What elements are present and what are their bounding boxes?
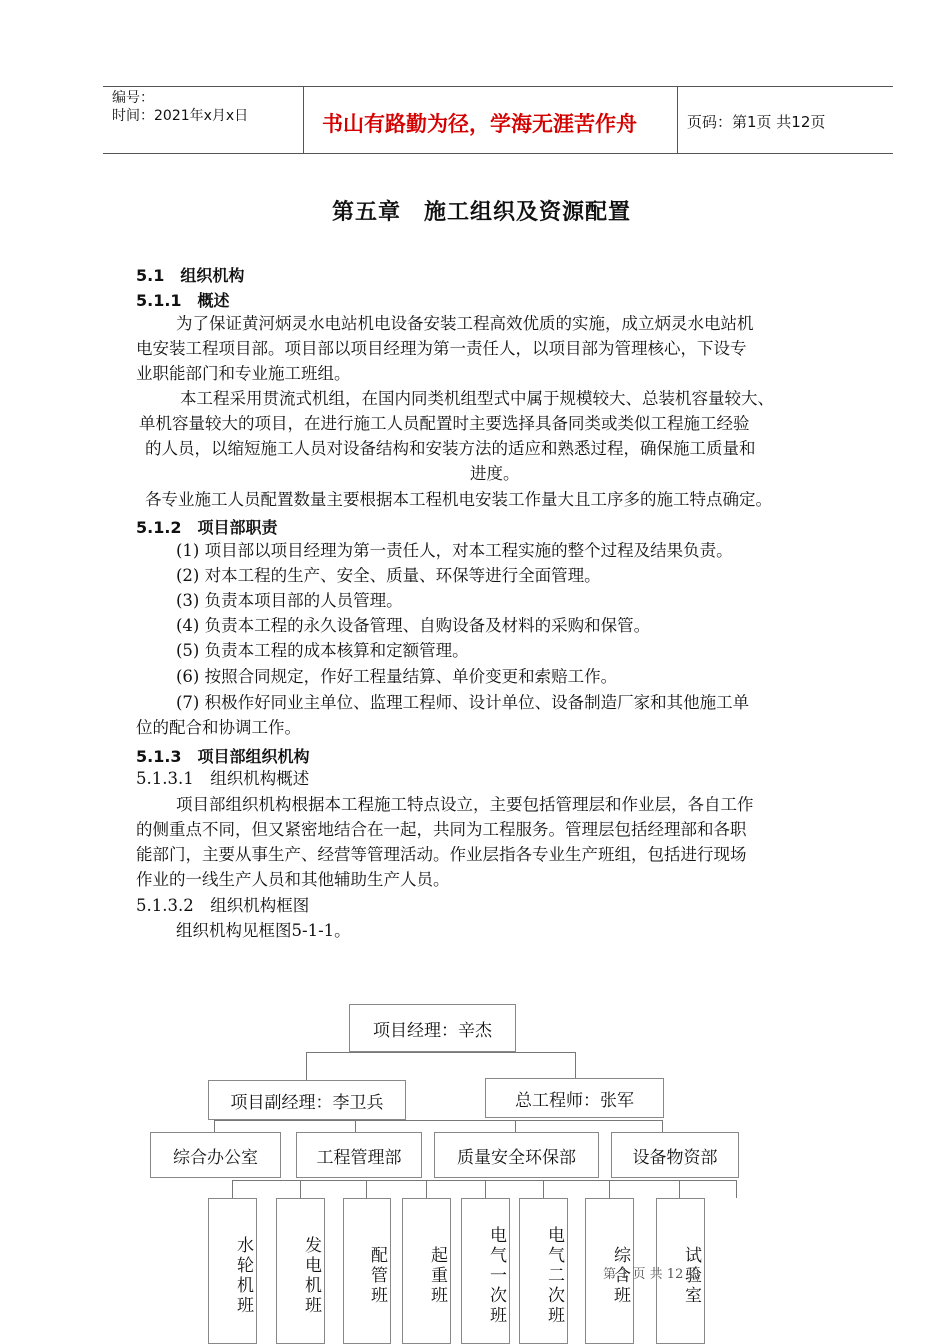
paragraph-line: 本工程采用贯流式机组，在国内同类机组型式中属于规模较大、总装机容量较大、	[180, 389, 774, 408]
org-team-box: 综合班	[585, 1198, 634, 1344]
header-divider-right	[677, 86, 678, 153]
connector	[355, 1120, 356, 1132]
connector	[232, 1180, 233, 1198]
header-time: 时间：2021年x月x日	[112, 108, 249, 124]
duty-item: (7) 积极作好同业主单位、监理工程师、设计单位、设备制造厂家和其他施工单	[176, 693, 750, 712]
header-page-info: 页码：第1页 共12页	[687, 113, 826, 131]
heading-5-1-2: 5.1.2 项目部职责	[136, 518, 278, 537]
paragraph-line: 项目部组织机构根据本工程施工特点设立，主要包括管理层和作业层，各自工作	[176, 795, 754, 814]
org-deputy-box: 项目副经理：李卫兵	[208, 1080, 406, 1120]
heading-5-1-1: 5.1.1 概述	[136, 291, 230, 310]
connector	[426, 1180, 427, 1198]
org-team-box: 水轮机班	[208, 1198, 257, 1344]
connector	[366, 1180, 367, 1198]
connector	[300, 1180, 301, 1198]
org-team-box: 配管班	[343, 1198, 391, 1344]
paragraph-line: 的人员，以缩短施工人员对设备结构和安装方法的适应和熟悉过程，确保施工质量和	[145, 439, 756, 458]
connector	[306, 1052, 307, 1080]
connector	[485, 1180, 486, 1198]
heading-5-1-3-1: 5.1.3.1 组织机构概述	[136, 769, 310, 788]
org-chief-engineer-box: 总工程师：张军	[485, 1078, 664, 1118]
paragraph-line: 能部门，主要从事生产、经营等管理活动。作业层指各专业生产班组，包括进行现场	[136, 845, 747, 864]
duty-item: (6) 按照合同规定，作好工程量结算、单价变更和索赔工作。	[176, 667, 618, 686]
org-dept-box: 工程管理部	[296, 1132, 422, 1178]
paragraph-line: 各专业施工人员配置数量主要根据本工程机电安装工作量大且工序多的施工特点确定。	[145, 490, 772, 509]
duty-item: (4) 负责本工程的永久设备管理、自购设备及材料的采购和保管。	[176, 616, 651, 635]
paragraph-line: 电安装工程项目部。项目部以项目经理为第一责任人，以项目部为管理核心，下设专	[136, 339, 747, 358]
connector	[575, 1052, 576, 1080]
paragraph-line: 业职能部门和专业施工班组。	[136, 364, 351, 383]
duty-item: (3) 负责本项目部的人员管理。	[176, 591, 403, 610]
header-motto: 书山有路勤为径，学海无涯苦作舟	[322, 112, 637, 136]
paragraph-line: 进度。	[470, 464, 520, 483]
footer-page-number: 第 1 页 共 12 页	[603, 1267, 701, 1282]
org-team-box: 电气一次班	[461, 1198, 510, 1344]
duty-item: 位的配合和协调工作。	[136, 718, 301, 737]
connector	[662, 1120, 663, 1132]
header-divider-left	[303, 86, 304, 153]
org-dept-box: 设备物资部	[611, 1132, 739, 1178]
connector	[306, 1052, 576, 1053]
org-team-box: 试验室	[656, 1198, 705, 1344]
header-top-rule	[103, 86, 893, 87]
paragraph-line: 作业的一线生产人员和其他辅助生产人员。	[136, 870, 450, 889]
connector	[515, 1120, 516, 1132]
heading-5-1-3: 5.1.3 项目部组织机构	[136, 747, 310, 766]
connector	[214, 1120, 662, 1121]
org-manager-box: 项目经理：辛杰	[349, 1004, 516, 1052]
org-dept-box: 质量安全环保部	[434, 1132, 599, 1178]
header-code: 编号：	[112, 90, 154, 106]
paragraph-line: 单机容量较大的项目，在进行施工人员配置时主要选择具备同类或类似工程施工经验	[139, 414, 750, 433]
heading-5-1: 5.1 组织机构	[136, 266, 245, 285]
connector	[736, 1180, 737, 1198]
duty-item: (2) 对本工程的生产、安全、质量、环保等进行全面管理。	[176, 566, 601, 585]
org-team-box: 起重班	[402, 1198, 451, 1344]
org-dept-box: 综合办公室	[150, 1132, 281, 1178]
paragraph-line: 为了保证黄河炳灵水电站机电设备安装工程高效优质的实施，成立炳灵水电站机	[176, 314, 754, 333]
org-team-box: 电气二次班	[519, 1198, 568, 1344]
paragraph-line: 的侧重点不同，但又紧密地结合在一起，共同为工程服务。管理层包括经理部和各职	[136, 820, 747, 839]
header-bottom-rule	[103, 153, 893, 154]
connector	[679, 1180, 680, 1198]
heading-5-1-3-2: 5.1.3.2 组织机构框图	[136, 896, 310, 915]
connector	[214, 1120, 215, 1132]
paragraph-line: 组织机构见框图5-1-1。	[176, 921, 351, 940]
connector	[609, 1180, 610, 1198]
chapter-title: 第五章 施工组织及资源配置	[332, 200, 632, 225]
connector	[543, 1180, 544, 1198]
duty-item: (5) 负责本工程的成本核算和定额管理。	[176, 641, 469, 660]
org-team-box: 发电机班	[276, 1198, 325, 1344]
duty-item: (1) 项目部以项目经理为第一责任人，对本工程实施的整个过程及结果负责。	[176, 541, 733, 560]
